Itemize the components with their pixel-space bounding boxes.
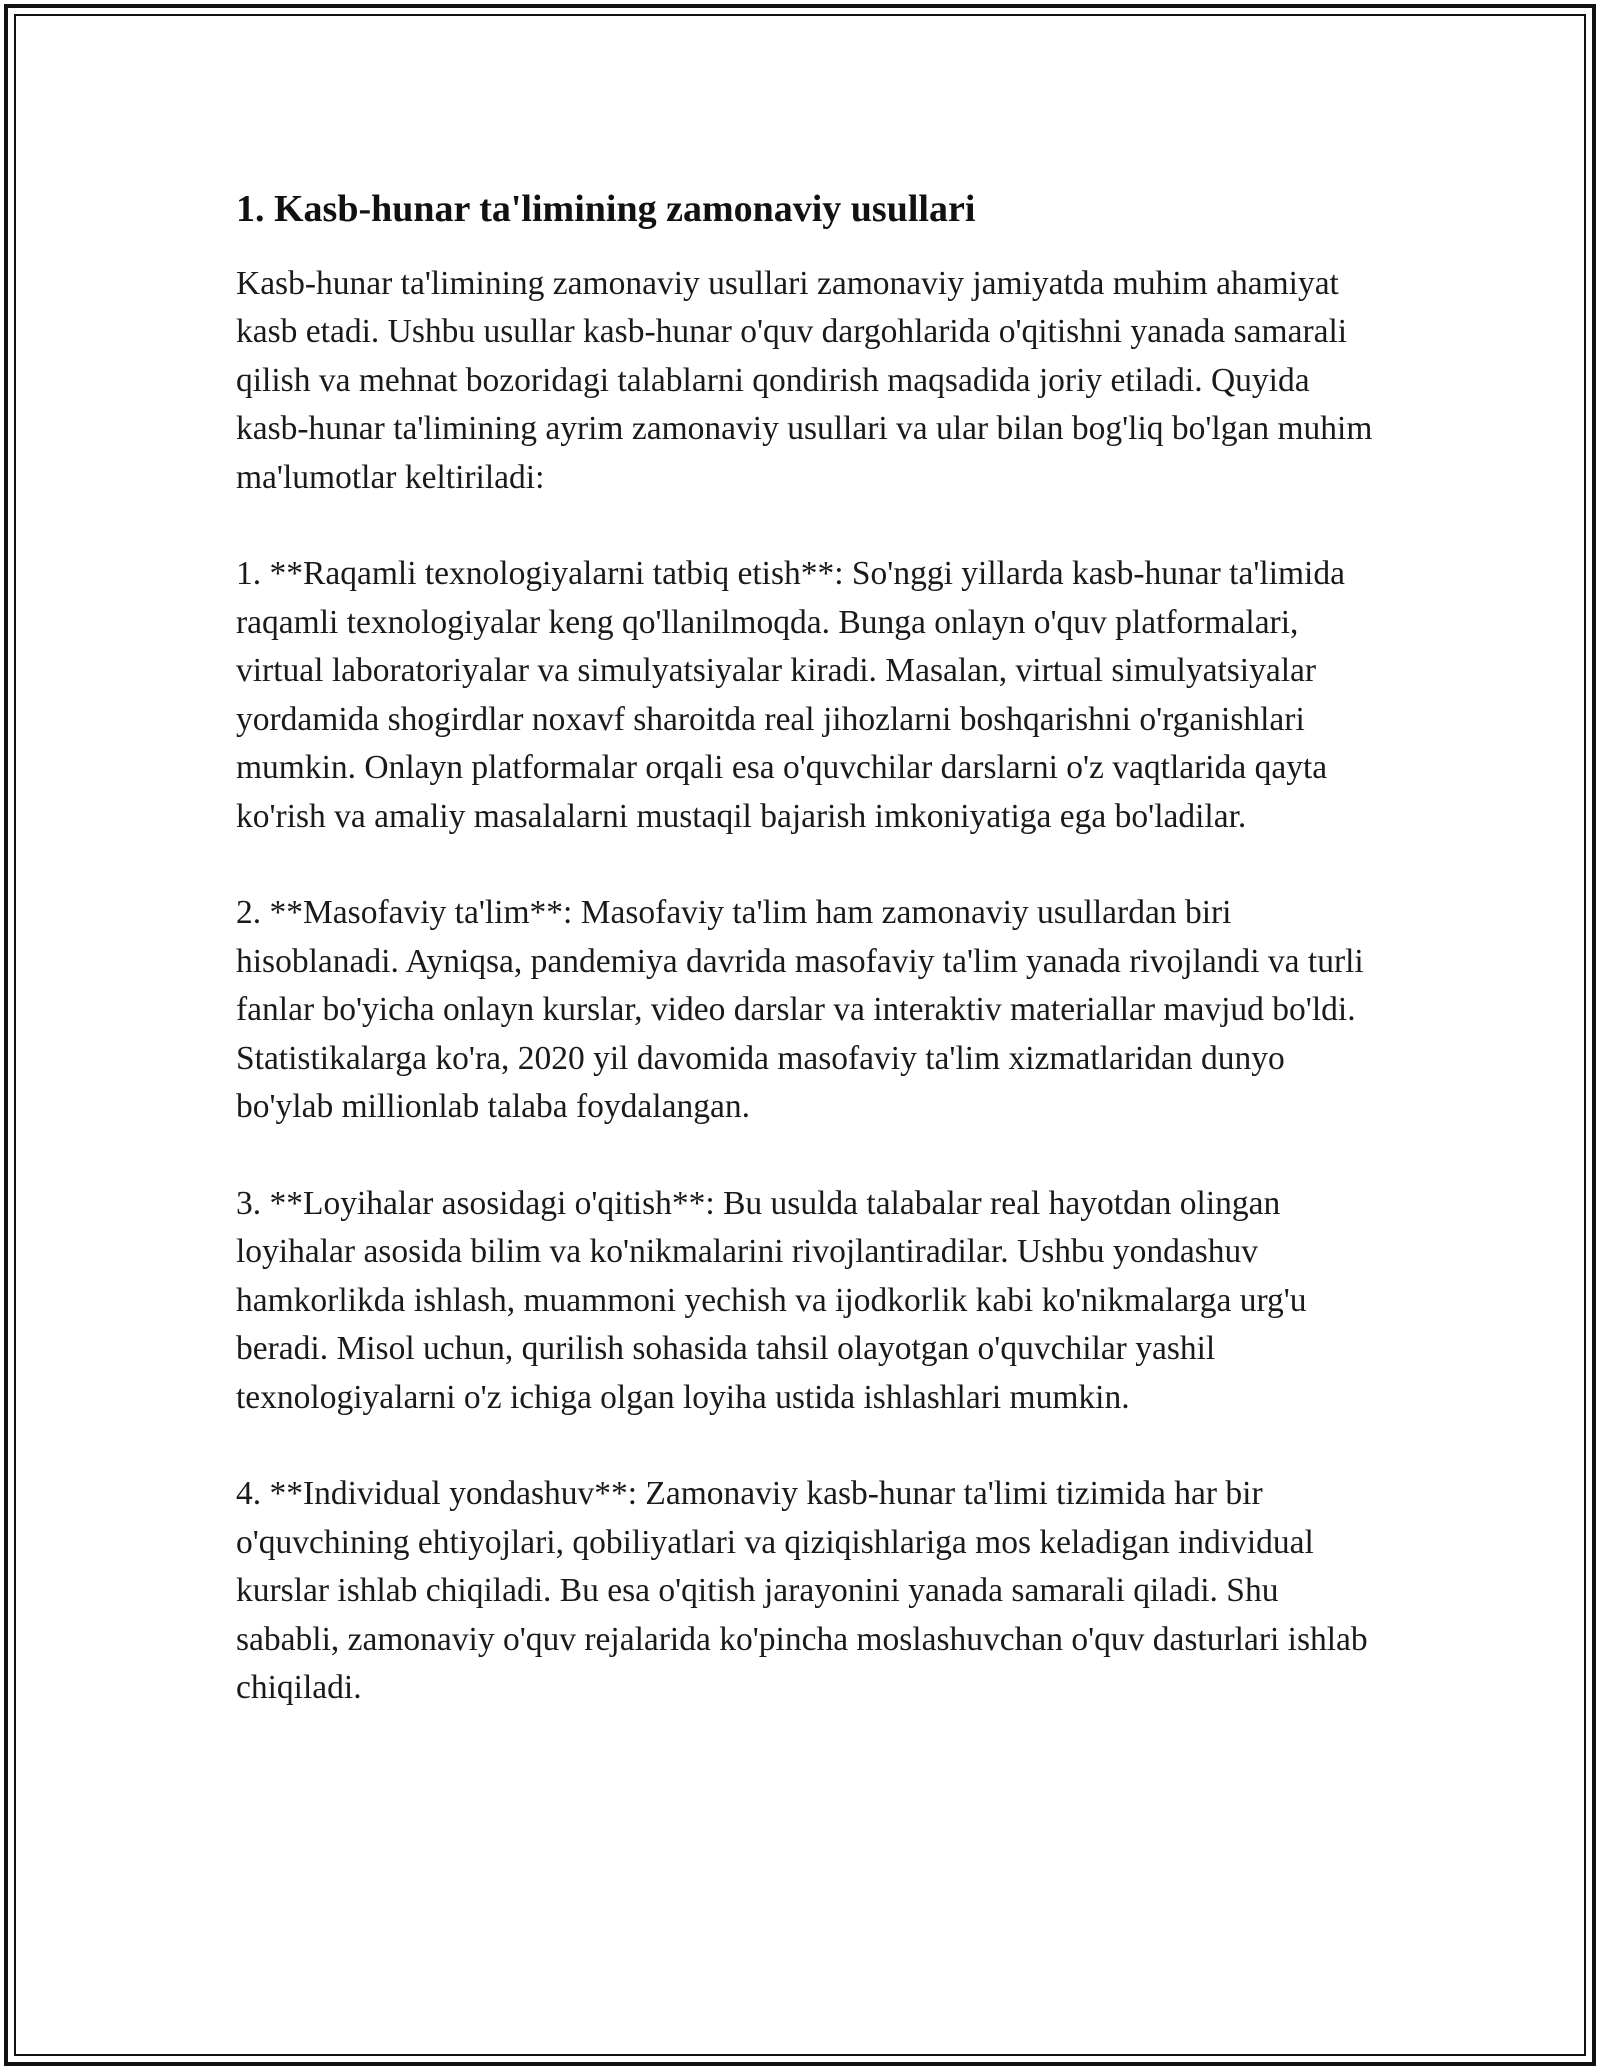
paragraph-distance-learning: 2. **Masofaviy ta'lim**: Masofaviy ta'lim ham zamonaviy usullardan biri hisoblanadi. Ayniqsa, pandemiya davrida masofaviy ta'lim yanada rivojlandi va turli fanlar bo'yicha onlayn kurslar, video darslar va interaktiv materiallar mavjud bo'ldi. Statistikalarga ko'ra, 2020 yil davomida masofaviy ta'lim xizmatlaridan dunyo bo'ylab millionlab talaba foydalangan. xyxy=(236,894,1364,1125)
document-body xyxy=(236,186,1386,1761)
paragraph-digital-technologies: 1. **Raqamli texnologiyalarni tatbiq etish**: So'nggi yillarda kasb-hunar ta'limida raqamli texnologiyalar keng qo'llanilmoqda. Bunga onlayn o'quv platformalari, virtual laboratoriyalar va simulyatsiyalar kiradi. Masalan, virtual simulyatsiyalar yordamida shogirdlar noxavf sharoitda real jihozlarni boshqarishni o'rganishlari mumkin. Onlayn platformalar orqali esa o'quvchilar darslarni o'z vaqtlarida qayta ko'rish va amaliy masalalarni mustaqil bajarish imkoniyatiga ega bo'ladilar. xyxy=(236,555,1345,835)
paragraph-project-based-learning: 3. **Loyihalar asosidagi o'qitish**: Bu usulda talabalar real hayotdan olingan loyihalar asosida bilim va ko'nikmalarini rivojlantiradilar. Ushbu yondashuv hamkorlikda ishlash, muammoni yechish va ijodkorlik kabi ko'nikmalarga urg'u beradi. Misol uchun, qurilish sohasida tahsil olayotgan o'quvchilar yashil texnologiyalarni o'z ichiga olgan loyiha ustida ishlashlari mumkin. xyxy=(236,1184,1307,1416)
intro-paragraph: Kasb-hunar ta'limining zamonaviy usullari zamonaviy jamiyatda muhim ahamiyat kasb etadi. Ushbu usullar kasb-hunar o'quv dargohlarida o'qitishni yanada samarali qilish va mehnat bozoridagi talablarni qondirish maqsadida joriy etiladi. Quyida kasb-hunar ta'limining ayrim zamonaviy usullari va ular bilan bog'liq bo'lgan muhim ma'lumotlar keltiriladi: xyxy=(236,264,1373,496)
section-heading: 1. Kasb-hunar ta'limining zamonaviy usullari xyxy=(236,188,976,230)
paragraph-individual-approach: 4. **Individual yondashuv**: Zamonaviy kasb-hunar ta'limi tizimida har bir o'quvchining ehtiyojlari, qobiliyatlari va qiziqishlariga mos keladigan individual kurslar ishlab chiqiladi. Bu esa o'qitish jarayonini yanada samarali qiladi. Shu sababli, zamonaviy o'quv rejalarida ko'pincha moslashuvchan o'quv dasturlari ishlab chiqiladi. xyxy=(236,1475,1368,1706)
